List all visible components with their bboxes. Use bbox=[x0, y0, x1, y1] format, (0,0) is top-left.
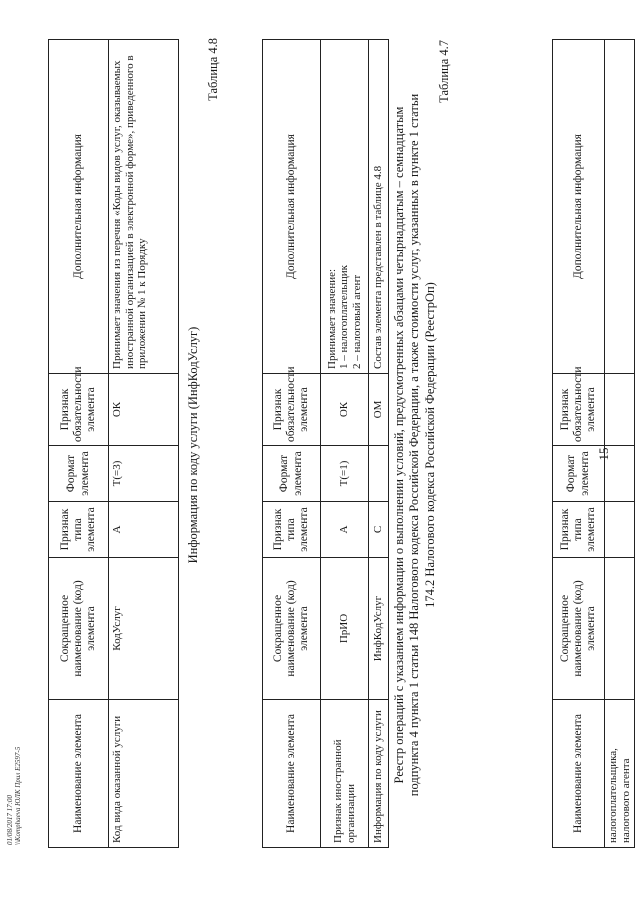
table-row bbox=[321, 40, 369, 848]
extra-line-2: 1 – налогоплательщик bbox=[338, 265, 351, 369]
table-4-8-title: Информация по коду услуги (ИнфКодУслуг) bbox=[186, 326, 200, 564]
header-extra: Дополнительная информация bbox=[553, 40, 605, 374]
header-name: Наименование элемента bbox=[49, 700, 109, 848]
header-type: Признак типа элемента bbox=[553, 502, 605, 558]
cell-short: ИнфКодУслуг bbox=[369, 558, 389, 700]
cell-required: ОМ bbox=[369, 374, 389, 446]
cell-short: КодУслуг bbox=[109, 558, 179, 700]
cell-extra bbox=[605, 40, 635, 374]
page-number: 15 bbox=[596, 447, 611, 461]
header-short: Сокращенное наименование (код) элемента bbox=[263, 558, 321, 700]
table-4-7-title bbox=[392, 25, 438, 865]
table-4-7-caption: Таблица 4.7 bbox=[437, 40, 451, 103]
header-type: Признак типа элемента bbox=[263, 502, 321, 558]
cell-name: Код вида оказанной услуги bbox=[109, 700, 179, 848]
footer-line-2: \\Komphaeva ЮЛК Прил E2597-5 bbox=[14, 746, 23, 845]
table-4-8-caption: Таблица 4.8 bbox=[206, 38, 220, 101]
cell-format bbox=[605, 446, 635, 502]
cell-required: ОК bbox=[109, 374, 179, 446]
header-format: Формат элемента bbox=[49, 446, 109, 502]
table-row bbox=[369, 40, 389, 848]
cell-extra bbox=[321, 40, 369, 374]
cell-format: T(=3) bbox=[109, 446, 179, 502]
cell-type: А bbox=[321, 502, 369, 558]
header-required: Признак обязательности элемента bbox=[553, 374, 605, 446]
table-row bbox=[109, 40, 179, 848]
header-required: Признак обязательности элемента bbox=[49, 374, 109, 446]
header-format: Формат элемента bbox=[263, 446, 321, 502]
header-extra: Дополнительная информация bbox=[263, 40, 321, 374]
cell-required: ОК bbox=[321, 374, 369, 446]
cell-short bbox=[605, 558, 635, 700]
title-line-1: Реестр операций с указанием информации о выполнении условий, предусмотренных абзацами четырнадцатым – семнадцатым bbox=[392, 106, 406, 784]
extra-line-3: 2 – налоговый агент bbox=[350, 274, 363, 369]
table-row bbox=[605, 40, 635, 848]
header-extra: Дополнительная информация bbox=[49, 40, 109, 374]
cell-type: А bbox=[109, 502, 179, 558]
title-line-2: подпункта 4 пункта 1 статьи 148 Налогового кодекса Российской Федерации, а также стоимости услуг, указанных в пункте 1 статьи bbox=[407, 93, 422, 797]
header-short: Сокращенное наименование (код) элемента bbox=[49, 558, 109, 700]
header-short: Сокращенное наименование (код) элемента bbox=[553, 558, 605, 700]
header-required: Признак обязательности элемента bbox=[263, 374, 321, 446]
cell-type: С bbox=[369, 502, 389, 558]
table-header-row bbox=[49, 40, 109, 848]
header-format: Формат элемента bbox=[553, 446, 605, 502]
title-line-3: 174.2 Налогового кодекса Российской Федерации (РеестрОп) bbox=[422, 282, 437, 608]
cell-name: Информация по коду услуги bbox=[369, 700, 389, 848]
cell-name: Признак иностранной организации bbox=[321, 700, 369, 848]
header-name: Наименование элемента bbox=[263, 700, 321, 848]
table-4-8 bbox=[48, 39, 179, 848]
cell-extra: Состав элемента представлен в таблице 4.8 bbox=[369, 40, 389, 374]
footer-line-1: 01/08/2017 17:00 bbox=[6, 795, 14, 845]
cell-extra: Принимает значения из перечня «Коды видов услуг, оказываемых иностранной организацией в электронной форме», приведенного в приложении № 1 к Порядку bbox=[109, 40, 179, 374]
header-type: Признак типа элемента bbox=[49, 502, 109, 558]
table-header-row bbox=[553, 40, 605, 848]
table-header-row bbox=[263, 40, 321, 848]
extra-line-1: Принимает значение: bbox=[325, 268, 338, 369]
table-continued bbox=[552, 39, 635, 848]
cell-name: налогоплательщика, налогового агента bbox=[605, 700, 635, 848]
header-name: Наименование элемента bbox=[553, 700, 605, 848]
footer-note bbox=[6, 747, 23, 845]
cell-short: ПрИО bbox=[321, 558, 369, 700]
cell-type bbox=[605, 502, 635, 558]
table-4-7 bbox=[262, 39, 389, 848]
cell-required bbox=[605, 374, 635, 446]
cell-format bbox=[369, 446, 389, 502]
cell-format: T(=1) bbox=[321, 446, 369, 502]
